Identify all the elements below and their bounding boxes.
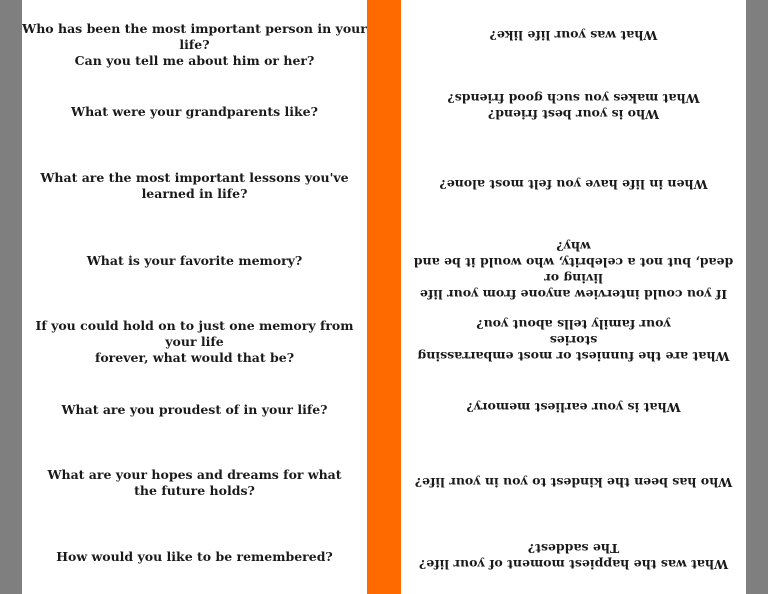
left-question-column	[22, 0, 367, 594]
left-question-8: How would you like to be remembered?	[56, 549, 333, 564]
right-question-3: When in life have you felt most alone?	[439, 177, 708, 192]
left-question-7: What are your hopes and dreams for what the future holds?	[47, 467, 342, 498]
right-question-column-upside-down	[401, 0, 746, 594]
left-question-3: What are the most important lessons you've learned in life?	[40, 170, 349, 201]
right-question-4: If you could interview anyone from your life living or dead, but not a celebrity, who would it be and why?	[413, 239, 734, 302]
question-sheet	[22, 0, 746, 594]
right-question-8: What was the happiest moment of your life? The saddest?	[418, 541, 729, 572]
left-question-6: What are you proudest of in your life?	[61, 402, 328, 417]
left-question-1: Who has been the most important person in your life? Can you tell me about him or her?	[22, 21, 367, 68]
right-question-7: Who has been the kindest to you in your life?	[414, 475, 733, 490]
left-question-5: If you could hold on to just one memory from your life forever, what would that be?	[35, 318, 354, 365]
right-question-6: What is your earliest memory?	[466, 400, 681, 415]
orange-divider	[367, 0, 401, 594]
right-question-1: What was your life like?	[489, 28, 658, 43]
left-question-2: What were your grandparents like?	[71, 104, 318, 119]
right-question-5: What are the funniest or most embarrassing stories your family tells about you?	[417, 317, 730, 364]
right-question-2: Who is your best friend? What makes you such good friends?	[447, 91, 700, 122]
left-question-4: What is your favorite memory?	[86, 253, 303, 268]
